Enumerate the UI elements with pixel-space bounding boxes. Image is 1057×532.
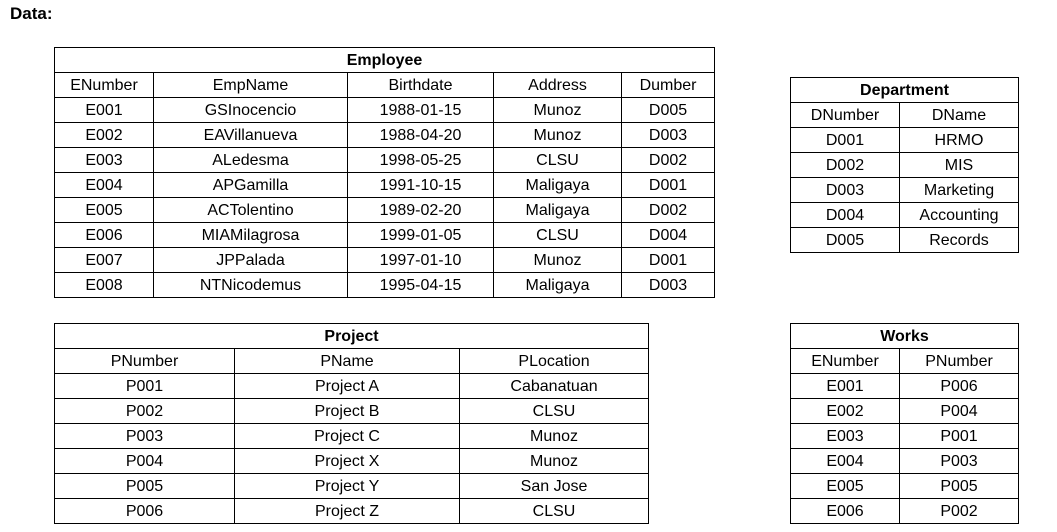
table-cell: P003	[900, 449, 1019, 474]
column-header: PLocation	[460, 349, 649, 374]
table-row	[791, 399, 1019, 424]
column-header: PNumber	[900, 349, 1019, 374]
table-cell: E006	[55, 223, 154, 248]
table-cell: 1995-04-15	[348, 273, 494, 298]
table-cell: MIS	[900, 153, 1019, 178]
table-cell: P005	[900, 474, 1019, 499]
table-cell: E005	[55, 198, 154, 223]
table-cell: Cabanatuan	[460, 374, 649, 399]
table-cell: E008	[55, 273, 154, 298]
table-cell: Marketing	[900, 178, 1019, 203]
table-row	[791, 449, 1019, 474]
table-cell: Munoz	[494, 248, 622, 273]
table-row	[55, 248, 715, 273]
column-header: Dumber	[622, 73, 715, 98]
table-cell: Munoz	[494, 98, 622, 123]
table-row	[55, 223, 715, 248]
table-cell: Project Y	[235, 474, 460, 499]
project-table-title: Project	[55, 324, 649, 349]
table-cell: CLSU	[460, 499, 649, 524]
table-cell: D005	[622, 98, 715, 123]
table-row	[55, 449, 649, 474]
table-cell: E004	[791, 449, 900, 474]
table-cell: Maligaya	[494, 198, 622, 223]
table-cell: D001	[622, 248, 715, 273]
column-header: ENumber	[55, 73, 154, 98]
table-cell: E003	[791, 424, 900, 449]
table-row	[55, 148, 715, 173]
table-cell: Munoz	[460, 449, 649, 474]
table-cell: ALedesma	[154, 148, 348, 173]
works-table-title: Works	[791, 324, 1019, 349]
table-cell: Munoz	[460, 424, 649, 449]
department-table-title: Department	[791, 78, 1019, 103]
table-cell: P003	[55, 424, 235, 449]
table-cell: CLSU	[460, 399, 649, 424]
table-cell: JPPalada	[154, 248, 348, 273]
table-cell: P006	[900, 374, 1019, 399]
table-cell: P002	[900, 499, 1019, 524]
table-row	[791, 128, 1019, 153]
table-cell: P005	[55, 474, 235, 499]
table-cell: EAVillanueva	[154, 123, 348, 148]
table-row	[55, 123, 715, 148]
table-cell: E005	[791, 474, 900, 499]
table-row	[55, 374, 649, 399]
table-cell: Records	[900, 228, 1019, 253]
project-table	[54, 323, 649, 524]
table-cell: E007	[55, 248, 154, 273]
table-cell: 1997-01-10	[348, 248, 494, 273]
table-cell: P001	[55, 374, 235, 399]
employee-table-title: Employee	[55, 48, 715, 73]
column-header: PName	[235, 349, 460, 374]
table-cell: Maligaya	[494, 273, 622, 298]
table-row	[55, 273, 715, 298]
table-row	[55, 173, 715, 198]
table-cell: D002	[791, 153, 900, 178]
table-cell: D003	[622, 273, 715, 298]
table-cell: 1988-01-15	[348, 98, 494, 123]
table-cell: Accounting	[900, 203, 1019, 228]
table-cell: P004	[55, 449, 235, 474]
table-cell: P002	[55, 399, 235, 424]
header-row	[55, 73, 715, 98]
table-row	[55, 424, 649, 449]
table-cell: D005	[791, 228, 900, 253]
table-cell: 1989-02-20	[348, 198, 494, 223]
table-cell: Project Z	[235, 499, 460, 524]
table-row	[791, 178, 1019, 203]
table-cell: 1998-05-25	[348, 148, 494, 173]
table-cell: Munoz	[494, 123, 622, 148]
table-cell: ACTolentino	[154, 198, 348, 223]
table-cell: E002	[55, 123, 154, 148]
table-row	[791, 203, 1019, 228]
table-row	[791, 228, 1019, 253]
table-cell: MIAMilagrosa	[154, 223, 348, 248]
table-cell: 1988-04-20	[348, 123, 494, 148]
column-header: ENumber	[791, 349, 900, 374]
table-row	[791, 153, 1019, 178]
column-header: Birthdate	[348, 73, 494, 98]
column-header: EmpName	[154, 73, 348, 98]
table-cell: CLSU	[494, 223, 622, 248]
table-cell: 1991-10-15	[348, 173, 494, 198]
page-heading: Data:	[10, 4, 53, 23]
table-cell: E004	[55, 173, 154, 198]
table-cell: NTNicodemus	[154, 273, 348, 298]
employee-table	[54, 47, 715, 298]
table-cell: San Jose	[460, 474, 649, 499]
table-cell: 1999-01-05	[348, 223, 494, 248]
table-cell: D001	[791, 128, 900, 153]
table-cell: D004	[791, 203, 900, 228]
table-cell: E006	[791, 499, 900, 524]
department-table	[790, 77, 1019, 253]
table-cell: GSInocencio	[154, 98, 348, 123]
table-row	[55, 399, 649, 424]
table-cell: P004	[900, 399, 1019, 424]
header-row	[55, 349, 649, 374]
header-row	[791, 103, 1019, 128]
table-row	[791, 499, 1019, 524]
table-cell: E001	[55, 98, 154, 123]
table-cell: D003	[791, 178, 900, 203]
table-row	[55, 474, 649, 499]
table-cell: E003	[55, 148, 154, 173]
table-cell: Project A	[235, 374, 460, 399]
table-cell: Project C	[235, 424, 460, 449]
table-cell: APGamilla	[154, 173, 348, 198]
works-table	[790, 323, 1019, 524]
table-cell: E002	[791, 399, 900, 424]
table-row	[55, 98, 715, 123]
table-cell: Maligaya	[494, 173, 622, 198]
table-cell: D003	[622, 123, 715, 148]
table-cell: P006	[55, 499, 235, 524]
table-cell: Project X	[235, 449, 460, 474]
table-row	[791, 424, 1019, 449]
table-cell: D002	[622, 198, 715, 223]
column-header: Address	[494, 73, 622, 98]
table-row	[55, 499, 649, 524]
column-header: DName	[900, 103, 1019, 128]
table-cell: D001	[622, 173, 715, 198]
table-row	[55, 198, 715, 223]
header-row	[791, 349, 1019, 374]
table-cell: HRMO	[900, 128, 1019, 153]
table-cell: D004	[622, 223, 715, 248]
table-row	[791, 474, 1019, 499]
column-header: DNumber	[791, 103, 900, 128]
table-row	[791, 374, 1019, 399]
table-cell: P001	[900, 424, 1019, 449]
table-cell: E001	[791, 374, 900, 399]
table-cell: CLSU	[494, 148, 622, 173]
table-cell: Project B	[235, 399, 460, 424]
table-cell: D002	[622, 148, 715, 173]
column-header: PNumber	[55, 349, 235, 374]
